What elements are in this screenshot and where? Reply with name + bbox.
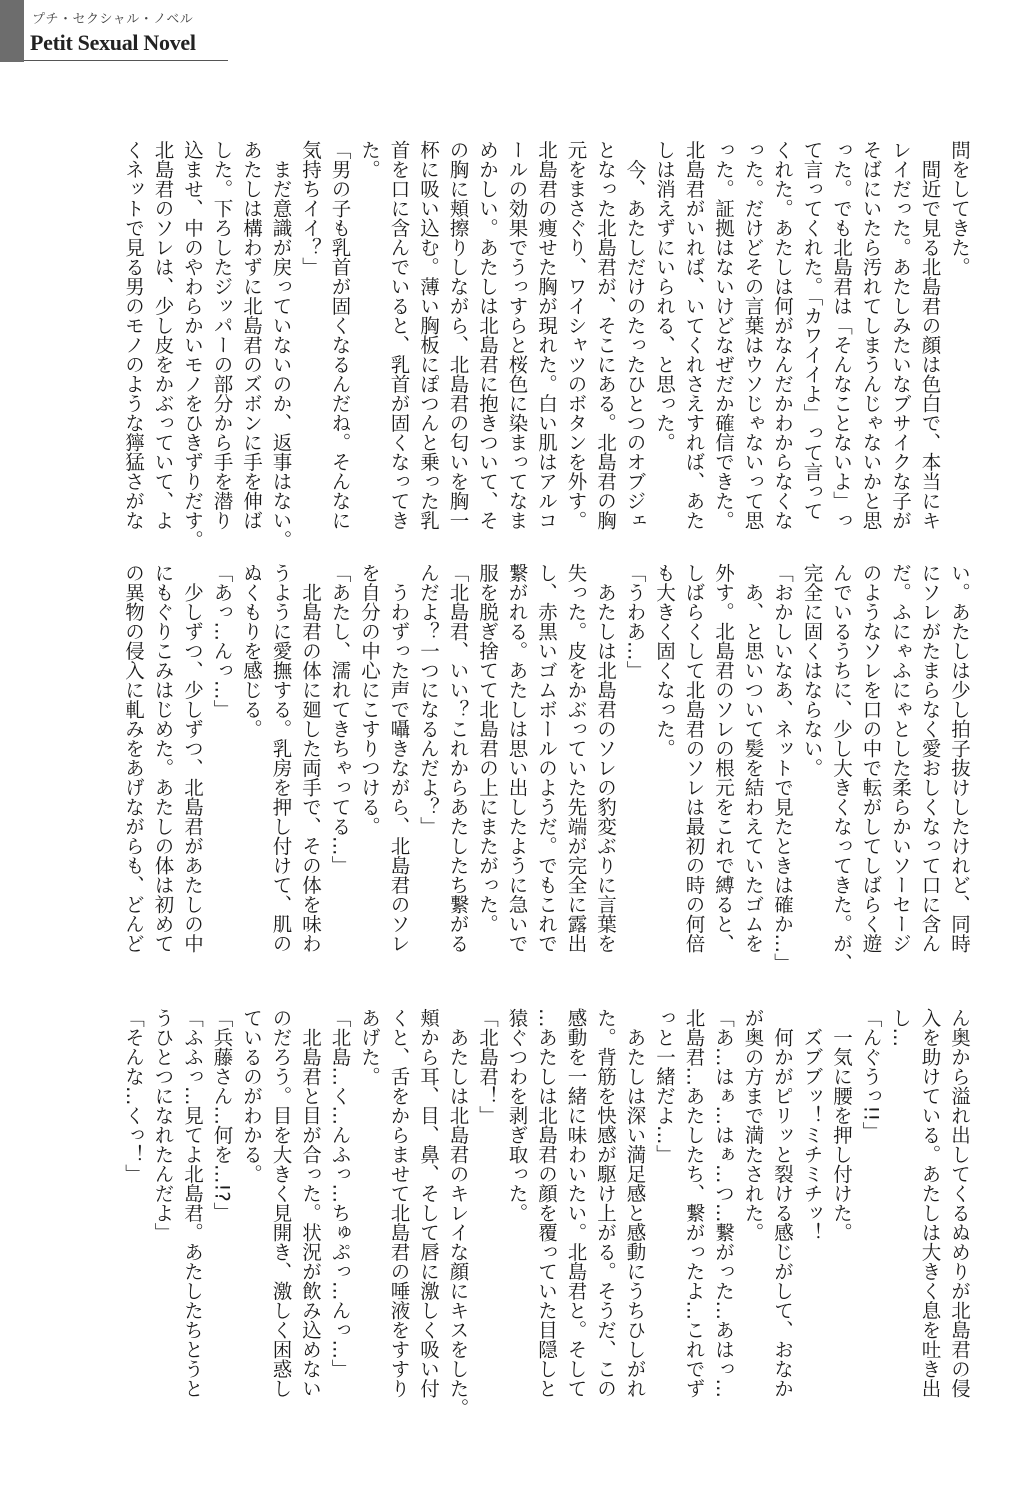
text-column: うように愛撫する。乳房を押し付けて、肌の bbox=[269, 563, 293, 953]
text-column: くと、舌をからませて北島君の唾液をすすり bbox=[387, 1008, 411, 1398]
text-column: が奥の方まで満たされた。 bbox=[741, 1008, 765, 1242]
text-column: 一気に腰を押し付けた。 bbox=[830, 1008, 853, 1242]
text-column: 感動を一緒に味わいたい。北島君と。そして bbox=[564, 1008, 588, 1398]
text-column: レイだった。あたしみたいなブサイクな子が bbox=[889, 140, 912, 530]
text-column: あたしは深い満足感と感動にうちひしがれ bbox=[623, 1008, 647, 1398]
text-column: 元をまさぐり、ワイシャツのボタンを外す。 bbox=[564, 140, 588, 530]
text-column: うわずった声で囁きながら、北島君のソレ bbox=[387, 563, 411, 953]
text-column: 外す。北島君のソレの根元をこれで縛ると、 bbox=[712, 563, 735, 953]
text-column: そばにいたら汚れてしまうんじゃないかと思 bbox=[859, 140, 883, 530]
text-tier-middle bbox=[89, 563, 974, 973]
text-column: 北島君と目が合った。状況が飲み込めない bbox=[299, 1008, 322, 1398]
text-column: 「北島君、いい？これからあたしたち繋がる bbox=[446, 563, 470, 953]
text-column: し、赤黒いゴムボールのようだ。でもこれで bbox=[535, 563, 558, 953]
text-column: 首を口に含んでいると、乳首が固くなってき bbox=[387, 140, 411, 530]
text-column: …あたしは北島君の顔を覆っていた目隠しと bbox=[535, 1008, 558, 1398]
text-column: 北島君の体に廻した両手で、その体を味わ bbox=[299, 563, 322, 953]
text-column: も大きく固くなった。 bbox=[653, 563, 676, 758]
text-column: のようなソレを口の中で転がしてしばらく遊 bbox=[859, 563, 883, 953]
header-bar bbox=[0, 0, 24, 62]
text-column: 北島君…あたしたち、繋がったよ…これでず bbox=[682, 1008, 706, 1398]
text-column: 「そんな…くっ！」 bbox=[122, 1008, 145, 1184]
text-column: 繋がれる。あたしは思い出したように急いで bbox=[505, 563, 529, 953]
text-column: 何かがピリッと裂ける感じがして、おなか bbox=[771, 1008, 794, 1398]
text-column: ん奥から溢れ出してくるぬめりが北島君の侵 bbox=[948, 1008, 971, 1398]
text-column: ズブブッ！ミチミチッ！ bbox=[800, 1008, 824, 1242]
text-column: 北島君のソレは、少し皮をかぶっていて、よ bbox=[151, 140, 175, 530]
text-column: あたしは北島君のキレイな顔にキスをした。 bbox=[446, 1008, 470, 1418]
text-column: ぬくもりを感じる。 bbox=[240, 563, 263, 739]
text-column: 込ませ、中のやわらかいモノをひきずりだす。 bbox=[181, 140, 204, 550]
text-column: くネットで見る男のモノのような獰猛さがな bbox=[122, 140, 145, 530]
text-column: 「あたし、濡れてきちゃってる…」 bbox=[328, 563, 352, 875]
text-column: となった北島君が、そこにある。北島君の胸 bbox=[594, 140, 617, 530]
text-column: 「ふふっ…見てよ北島君。あたしたちとうと bbox=[181, 1008, 204, 1398]
text-column: 服を脱ぎ捨てて北島君の上にまたがった。 bbox=[476, 563, 499, 934]
text-column: 「あ…はぁ…はぁ…つ…繋がった…あはっ… bbox=[712, 1008, 735, 1398]
text-column: んだよ？一つになるんだよ？」 bbox=[417, 563, 440, 836]
text-column: のだろう。目を大きく見開き、激しく困惑し bbox=[269, 1008, 293, 1398]
text-column: 失った。皮をかぶっていた先端が完全に露出 bbox=[564, 563, 588, 953]
text-column: あ、と思いついて髪を結わえていたゴムを bbox=[741, 563, 765, 953]
text-column: の胸に頬擦りしながら、北島君の匂いを胸一 bbox=[446, 140, 470, 530]
text-column: 北島君がいれば、いてくれさえすれば、あた bbox=[682, 140, 706, 530]
text-column: しばらくして北島君のソレは最初の時の何倍 bbox=[682, 563, 706, 953]
text-column: くれた。あたしは何がなんだかわからなくな bbox=[771, 140, 794, 530]
text-column: て言ってくれた。「カワイイよ」って言って bbox=[800, 140, 824, 521]
text-column: を自分の中心にこすりつける。 bbox=[358, 563, 381, 836]
text-column: にソレがたまらなく愛おしくなって口に含ん bbox=[918, 563, 942, 953]
text-column: 北島君の痩せた胸が現れた。白い肌はアルコ bbox=[535, 140, 558, 530]
text-column: 猿ぐつわを剥ぎ取った。 bbox=[505, 1008, 529, 1223]
header-rule bbox=[24, 60, 228, 61]
text-column: し… bbox=[889, 1008, 912, 1047]
text-column: った。だけどその言葉はウソじゃないって思 bbox=[741, 140, 765, 530]
text-column: めかしい。あたしは北島君に抱きついて、そ bbox=[476, 140, 499, 530]
text-column: 少しずつ、少しずつ、北島君があたしの中 bbox=[181, 563, 204, 953]
text-column: 間近で見る北島君の顔は色白で、本当にキ bbox=[918, 140, 942, 530]
text-column: 「兵藤さん…何を…!?」 bbox=[210, 1008, 234, 1222]
text-column: っと一緒だよ…」 bbox=[653, 1008, 676, 1164]
text-column: 入を助けている。あたしは大きく息を吐き出 bbox=[918, 1008, 942, 1398]
text-column: しは消えずにいられる、と思った。 bbox=[653, 140, 676, 452]
text-column: た。 bbox=[358, 140, 381, 179]
text-column: うひとつになれたんだよ」 bbox=[151, 1008, 175, 1242]
text-column: まだ意識が戻っていないのか、返事はない。 bbox=[269, 140, 293, 550]
header-title: Petit Sexual Novel bbox=[30, 30, 196, 55]
text-column: った。でも北島君は「そんなことないよ」っ bbox=[830, 140, 853, 530]
text-column: ールの効果でうっすらと桜色に染まってなま bbox=[505, 140, 529, 530]
text-column: 「北島…く…んふっ…ちゅぷっ…んっ…」 bbox=[328, 1008, 352, 1379]
text-column: 杯に吸い込む。薄い胸板にぽつんと乗った乳 bbox=[417, 140, 440, 530]
text-column: した。下ろしたジッパーの部分から手を潜り bbox=[210, 140, 234, 530]
text-column: 「男の子も乳首が固くなるんだね。そんなに bbox=[328, 140, 352, 530]
text-tier-top bbox=[89, 140, 974, 550]
text-column: 「うわあ…」 bbox=[623, 563, 647, 680]
text-column: った。証拠はないけどなぜだか確信できた。 bbox=[712, 140, 735, 530]
text-column: 完全に固くはならない。 bbox=[800, 563, 824, 778]
text-column: 「あっ…んっ…」 bbox=[210, 563, 234, 719]
text-tier-bottom bbox=[89, 1008, 974, 1418]
text-column: 問をしてきた。 bbox=[948, 140, 971, 277]
text-column: 「んぐうっ!!」 bbox=[859, 1008, 883, 1141]
text-column: 頬から耳、目、鼻、そして唇に激しく吸い付 bbox=[417, 1008, 440, 1398]
text-column: だ。ふにゃふにゃとした柔らかいソーセージ bbox=[889, 563, 912, 953]
text-column: んでいるうちに、少し大きくなってきた。が、 bbox=[830, 563, 853, 973]
text-column: ているのがわかる。 bbox=[240, 1008, 263, 1184]
text-column: 「おかしいなあ、ネットで見たときは確か…」 bbox=[771, 563, 794, 973]
header-kana-title: プチ・セクシャル・ノベル bbox=[32, 12, 194, 27]
text-column: あたしは構わずに北島君のズボンに手を伸ば bbox=[240, 140, 263, 530]
text-column: 気持ちイイ？」 bbox=[299, 140, 322, 277]
text-column: あげた。 bbox=[358, 1008, 381, 1086]
text-column: あたしは北島君のソレの豹変ぶりに言葉を bbox=[594, 563, 617, 953]
text-column: た。背筋を快感が駆け上がる。そうだ、この bbox=[594, 1008, 617, 1398]
text-column: にもぐりこみはじめた。あたしの体は初めて bbox=[151, 563, 175, 953]
text-column: 今、あたしだけのたったひとつのオブジェ bbox=[623, 140, 647, 530]
text-column: い。あたしは少し拍子抜けしたけれど、同時 bbox=[948, 563, 971, 953]
text-column: の異物の侵入に軋みをあげながらも、どんど bbox=[122, 563, 145, 953]
text-column: 「北島君！」 bbox=[476, 1008, 499, 1125]
